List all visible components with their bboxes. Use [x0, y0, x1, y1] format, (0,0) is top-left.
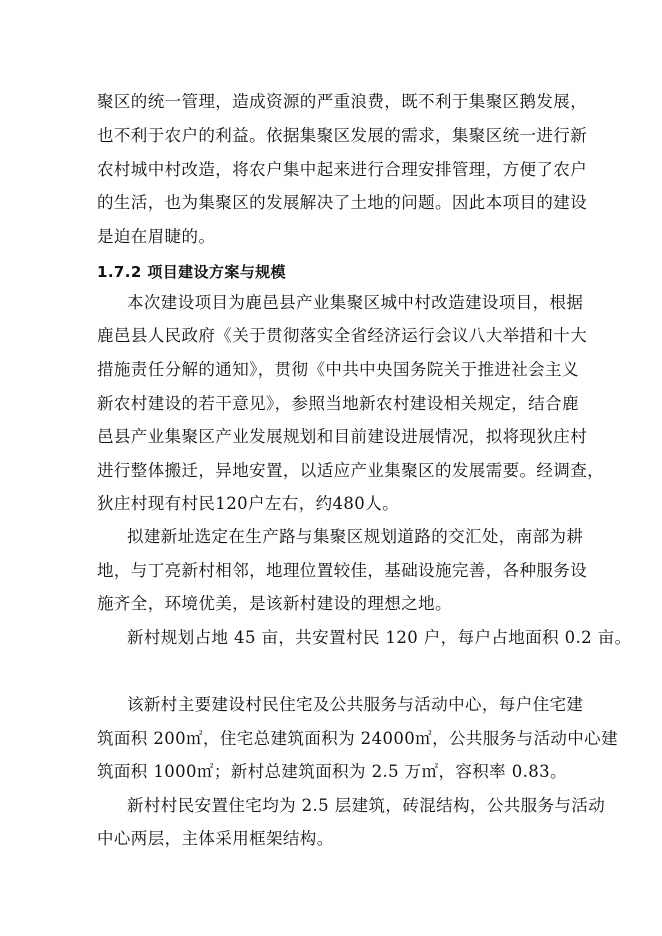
paragraph-5-line-3: 筑面积 1000㎡；新村总建筑面积为 2.5 万㎡，容积率 0.83。: [97, 762, 567, 781]
paragraph-4-line-1: 新村规划占地 45 亩，共安置村民 120 户，每户占地面积 0.2 亩。: [127, 628, 632, 647]
paragraph-5-line-2: 筑面积 200㎡，住宅总建筑面积为 24000㎡，公共服务与活动中心建: [97, 729, 618, 748]
paragraph-3-line-2: 地，与丁亮新村相邻，地理位置较佳，基础设施完善，各种服务设: [97, 561, 588, 580]
paragraph-2-line-7: 狄庄村现有村民120户左右，约480人。: [97, 494, 399, 513]
paragraph-1-line-4: 的生活，也为集聚区的发展解决了土地的问题。因此本项目的建设: [97, 193, 588, 212]
paragraph-1-line-2: 也不利于农户的利益。依据集聚区发展的需求，集聚区统一进行新: [97, 126, 588, 145]
section-heading: 1.7.2 项目建设方案与规模: [97, 263, 286, 281]
paragraph-2-line-6: 进行整体搬迁，异地安置，以适应产业集聚区的发展需要。经调查，: [97, 461, 604, 480]
paragraph-2-line-2: 鹿邑县人民政府《关于贯彻落实全省经济运行会议八大举措和十大: [97, 326, 588, 345]
paragraph-1-line-3: 农村城中村改造，将农户集中起来进行合理安排管理，方便了农户: [97, 160, 588, 179]
paragraph-2-line-1: 本次建设项目为鹿邑县产业集聚区城中村改造建设项目，根据: [127, 293, 584, 312]
paragraph-2-line-5: 邑县产业集聚区产业发展规划和目前建设进展情况，拟将现狄庄村: [97, 427, 588, 446]
paragraph-6-line-2: 中心两层，主体采用框架结构。: [97, 829, 334, 848]
paragraph-3-line-3: 施齐全，环境优美，是该新村建设的理想之地。: [97, 594, 452, 613]
paragraph-1-line-5: 是迫在眉睫的。: [97, 227, 216, 246]
paragraph-2-line-4: 新农村建设的若干意见》，参照当地新农村建设相关规定，结合鹿: [97, 394, 579, 413]
paragraph-5-line-1: 该新村主要建设村民住宅及公共服务与活动中心，每户住宅建: [127, 695, 584, 714]
paragraph-6-line-1: 新村村民安置住宅均为 2.5 层建筑，砖混结构，公共服务与活动: [127, 796, 606, 815]
paragraph-1-line-1: 聚区的统一管理，造成资源的严重浪费，既不利于集聚区鹅发展，: [97, 92, 588, 111]
paragraph-3-line-1: 拟建新址选定在生产路与集聚区规划道路的交汇处，南部为耕: [127, 527, 584, 546]
paragraph-2-line-3: 措施责任分解的通知》，贯彻《中共中央国务院关于推进社会主义: [97, 360, 579, 379]
